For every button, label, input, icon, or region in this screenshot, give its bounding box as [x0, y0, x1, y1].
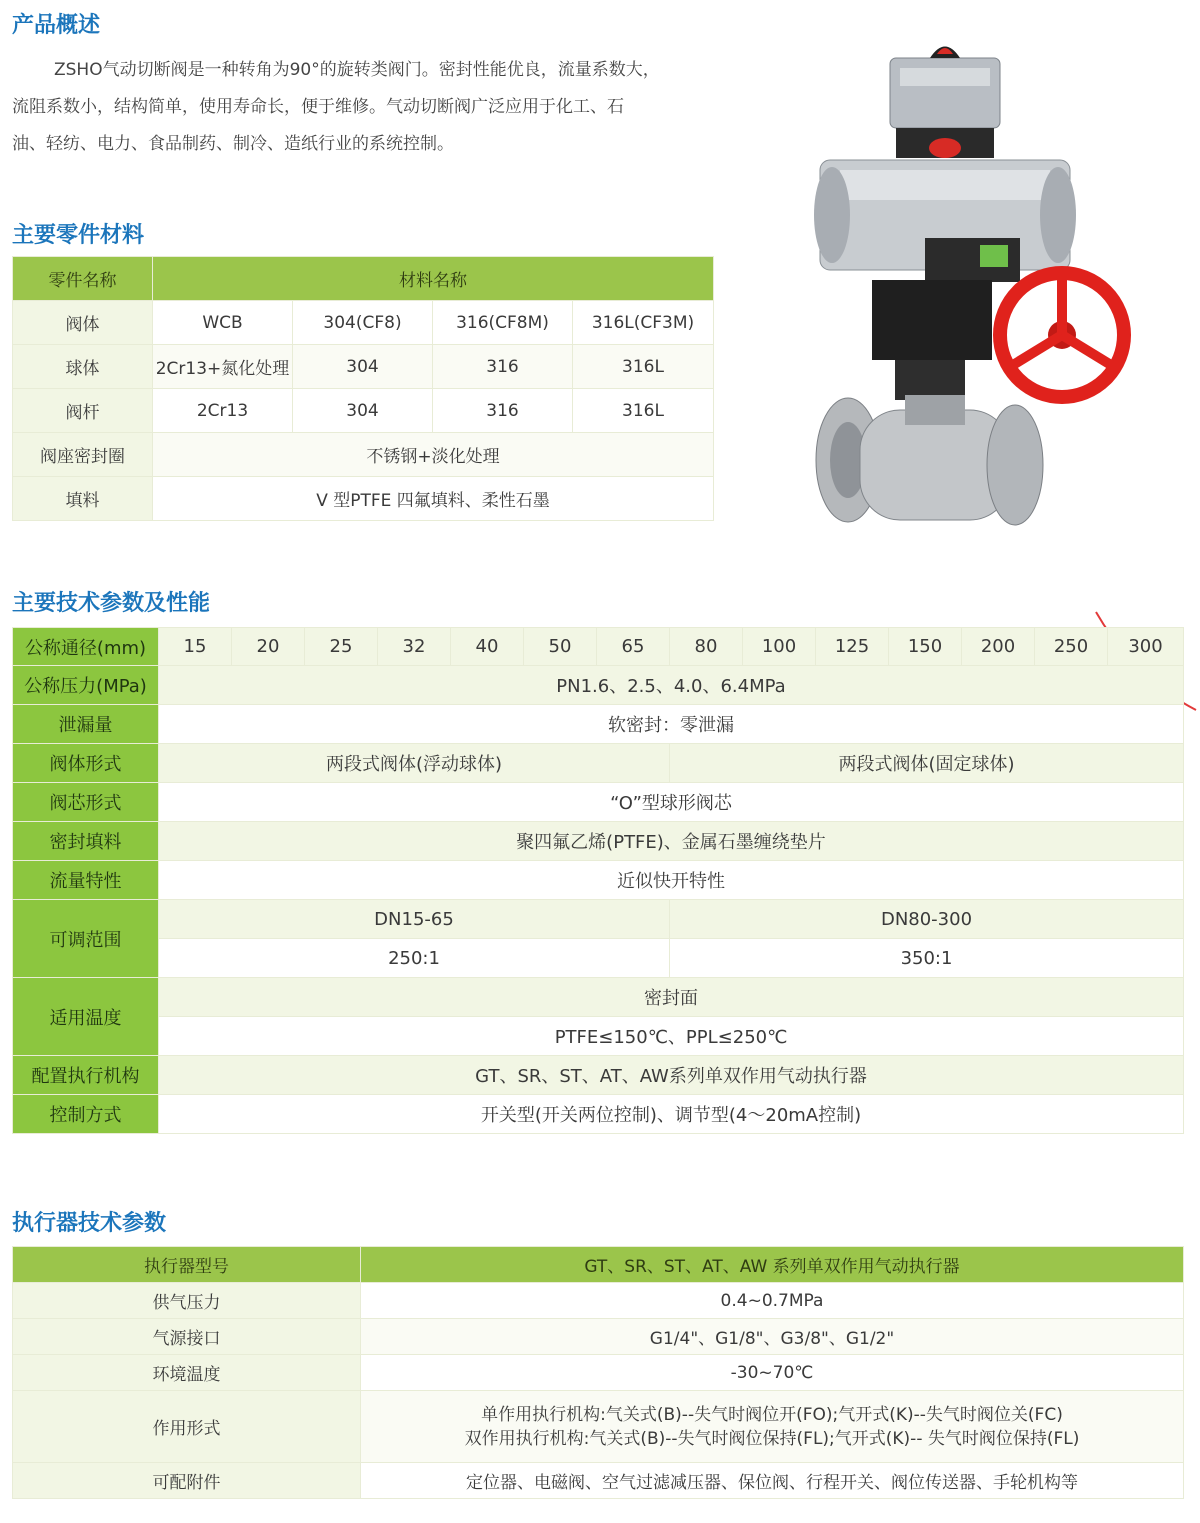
table-cell: 316L(CF3M) — [573, 301, 714, 345]
row-label: 执行器型号 — [13, 1247, 361, 1283]
table-row — [13, 666, 1184, 705]
mode-line-1: 单作用执行机构:气关式(B)--失气时阀位开(FO);气开式(K)--失气时阀位关(FC) — [481, 1404, 1063, 1425]
mode-line-2: 双作用执行机构:气关式(B)--失气时阀位保持(FL);气开式(K)-- 失气时阀位保持(FL) — [464, 1428, 1080, 1449]
materials-title: 主要零件材料 — [12, 223, 145, 248]
size-cell: 300 — [1108, 628, 1184, 666]
table-row — [13, 345, 714, 389]
table-cell: 304 — [293, 345, 433, 389]
table-cell: 两段式阀体(固定球体) — [670, 744, 1184, 783]
table-cell: 软密封：零泄漏 — [159, 705, 1184, 744]
table-cell: G1/4"、G1/8"、G3/8"、G1/2" — [361, 1319, 1184, 1355]
row-label: 可调范围 — [13, 900, 159, 978]
row-label: 阀体 — [13, 301, 153, 345]
table-cell: DN80-300 — [670, 900, 1184, 939]
table-cell: PN1.6、2.5、4.0、6.4MPa — [159, 666, 1184, 705]
row-label: 泄漏量 — [13, 705, 159, 744]
table-cell: 316L — [573, 389, 714, 433]
row-label: 公称通径(mm) — [13, 628, 159, 666]
table-cell: 不锈钢+淡化处理 — [153, 433, 714, 477]
table-row — [13, 1355, 1184, 1391]
actuator-title: 执行器技术参数 — [12, 1211, 167, 1236]
row-label: 流量特性 — [13, 861, 159, 900]
tech-title: 主要技术参数及性能 — [12, 591, 211, 616]
table-row — [13, 433, 714, 477]
table-cell: WCB — [153, 301, 293, 345]
size-cell: 40 — [451, 628, 524, 666]
table-cell: 2Cr13 — [153, 389, 293, 433]
table-row — [13, 939, 1184, 978]
table-row — [13, 1017, 1184, 1056]
table-row — [13, 1283, 1184, 1319]
overview-line-2: 流阻系数小，结构简单，使用寿命长，便于维修。气动切断阀广泛应用于化工、石 — [12, 97, 624, 117]
size-cell: 100 — [743, 628, 816, 666]
table-cell: 开关型(开关两位控制)、调节型(4～20mA控制) — [159, 1095, 1184, 1134]
table-row — [13, 861, 1184, 900]
table-cell: 聚四氟乙烯(PTFE)、金属石墨缠绕垫片 — [159, 822, 1184, 861]
row-label: 供气压力 — [13, 1283, 361, 1319]
row-label: 控制方式 — [13, 1095, 159, 1134]
row-label: 公称压力(MPa) — [13, 666, 159, 705]
size-cell: 80 — [670, 628, 743, 666]
table-cell: 316(CF8M) — [433, 301, 573, 345]
size-cell: 125 — [816, 628, 889, 666]
table-cell: 316L — [573, 345, 714, 389]
table-row — [13, 1319, 1184, 1355]
table-cell: 0.4~0.7MPa — [361, 1283, 1184, 1319]
row-label: 可配附件 — [13, 1463, 361, 1499]
size-cell: 15 — [159, 628, 232, 666]
size-cell: 25 — [305, 628, 378, 666]
table-cell: 2Cr13+氮化处理 — [153, 345, 293, 389]
table-row — [13, 1463, 1184, 1499]
row-label: 阀座密封圈 — [13, 433, 153, 477]
table-row — [13, 822, 1184, 861]
materials-table — [12, 256, 714, 521]
table-row — [13, 301, 714, 345]
table-row — [13, 1247, 1184, 1283]
table-row — [13, 783, 1184, 822]
table-row — [13, 389, 714, 433]
table-cell: 近似快开特性 — [159, 861, 1184, 900]
table-cell: V 型PTFE 四氟填料、柔性石墨 — [153, 477, 714, 521]
overview-text — [12, 52, 720, 163]
table-cell: 304 — [293, 389, 433, 433]
table-cell: GT、SR、ST、AT、AW 系列单双作用气动执行器 — [361, 1247, 1184, 1283]
table-row — [13, 978, 1184, 1017]
table-row — [13, 1391, 1184, 1463]
size-cell: 50 — [524, 628, 597, 666]
table-row — [13, 705, 1184, 744]
tech-table — [12, 627, 1184, 1134]
size-cell: 20 — [232, 628, 305, 666]
row-label: 作用形式 — [13, 1391, 361, 1463]
table-cell: “O”型球形阀芯 — [159, 783, 1184, 822]
row-label: 配置执行机构 — [13, 1056, 159, 1095]
table-cell: 316 — [433, 389, 573, 433]
size-cell: 200 — [962, 628, 1035, 666]
table-row — [13, 744, 1184, 783]
row-label: 气源接口 — [13, 1319, 361, 1355]
table-row — [13, 477, 714, 521]
overview-line-1: ZSHO气动切断阀是一种转角为90°的旋转类阀门。密封性能优良，流量系数大， — [54, 60, 660, 80]
table-row — [13, 1056, 1184, 1095]
table-cell: 250:1 — [159, 939, 670, 978]
table-cell: 密封面 — [159, 978, 1184, 1017]
row-label: 环境温度 — [13, 1355, 361, 1391]
table-cell: PTFE≤150℃、PPL≤250℃ — [159, 1017, 1184, 1056]
overview-title: 产品概述 — [12, 13, 101, 38]
overview-line-3: 油、轻纺、电力、食品制药、制冷、造纸行业的系统控制。 — [12, 134, 454, 154]
row-label: 球体 — [13, 345, 153, 389]
size-cell: 32 — [378, 628, 451, 666]
header-part: 零件名称 — [13, 257, 153, 301]
row-label: 密封填料 — [13, 822, 159, 861]
table-row — [13, 628, 1184, 666]
table-cell: 350:1 — [670, 939, 1184, 978]
valve-product-image — [800, 30, 1140, 560]
table-cell: 定位器、电磁阀、空气过滤减压器、保位阀、行程开关、阀位传送器、手轮机构等 — [361, 1463, 1184, 1499]
table-cell: 两段式阀体(浮动球体) — [159, 744, 670, 783]
row-label: 阀体形式 — [13, 744, 159, 783]
size-cell: 150 — [889, 628, 962, 666]
row-label: 阀杆 — [13, 389, 153, 433]
size-cell: 250 — [1035, 628, 1108, 666]
table-cell: -30~70℃ — [361, 1355, 1184, 1391]
row-label: 填料 — [13, 477, 153, 521]
row-label: 适用温度 — [13, 978, 159, 1056]
table-cell: DN15-65 — [159, 900, 670, 939]
table-cell: 316 — [433, 345, 573, 389]
table-row — [13, 900, 1184, 939]
table-cell: 304(CF8) — [293, 301, 433, 345]
table-cell: GT、SR、ST、AT、AW系列单双作用气动执行器 — [159, 1056, 1184, 1095]
actuator-table — [12, 1246, 1184, 1499]
size-cell: 65 — [597, 628, 670, 666]
header-material: 材料名称 — [153, 257, 714, 301]
table-row — [13, 1095, 1184, 1134]
row-label: 阀芯形式 — [13, 783, 159, 822]
table-cell — [361, 1391, 1184, 1463]
